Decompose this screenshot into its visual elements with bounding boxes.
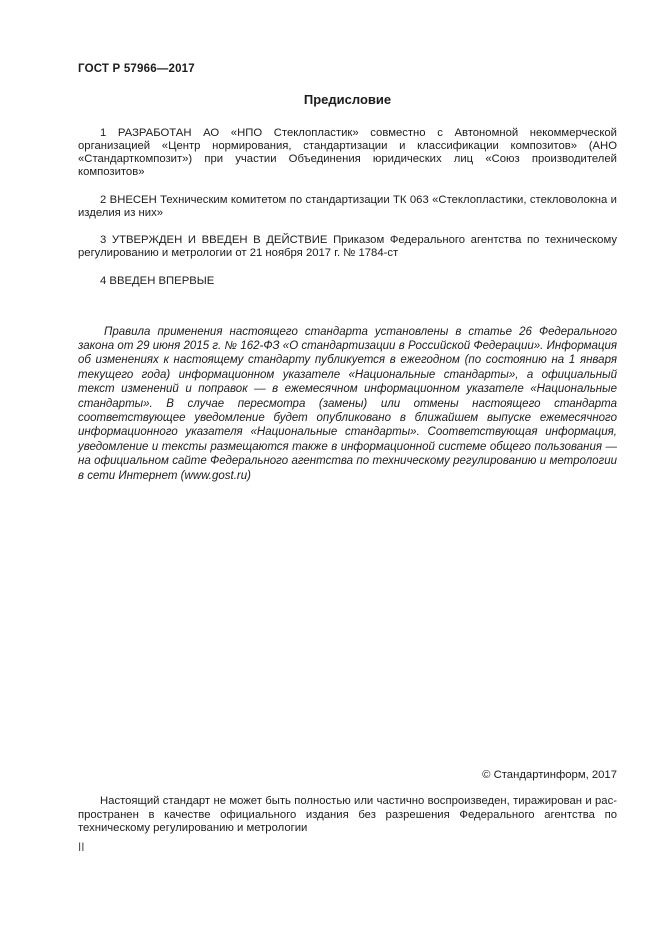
copyright-line: © Стандартинформ, 2017 xyxy=(482,769,617,781)
distribution-note: Настоящий стандарт не может быть полностью или частично воспроизведен, тиражирован и распространен в качестве официального издания без разрешения Федерального агентства по техническому регулированию и метрологии xyxy=(78,795,617,834)
page-number: II xyxy=(78,842,85,854)
foreword-item-4: 4 ВВЕДЕН ВПЕРВЫЕ xyxy=(100,274,215,287)
foreword-item-2: 2 ВНЕСЕН Техническим комитетом по стандартизации ТК 063 «Стеклопластики, стекловолокна и изделия из них» xyxy=(78,193,617,219)
doc-number: ГОСТ Р 57966—2017 xyxy=(78,63,195,75)
foreword-item-3: 3 УТВЕРЖДЕН И ВВЕДЕН В ДЕЙСТВИЕ Приказом Федерального агентства по техническому регулированию и метрологии от 21 ноября 2017 г. № 1784-ст xyxy=(78,234,617,259)
legal-notice: Правила применения настоящего стандарта установлены в статье 26 Федерального закона от 29 июня 2015 г. № 162-ФЗ «О стандартизации в Российской Федерации». Информация об изменениях к настоящему стандарту публикуется в ежегодном (по состоянию на 1 января текущего года) информационном указателе «Национальные стандарты», а официальный текст изменений и поправок — в ежемесячном информационном указателе «Национальные стандарты». В случае пересмотра (замены) или отмены настоящего стандарта соответствующее уведомление будет опубликовано в ближайшем выпуске ежемесячного информационного указателя «Национальные стандарты». Соответствующая информация, уведомление и тексты размещаются также в информационной системе общего пользования — на официальном сайте Федерального агентства по техническому регулированию и метрологии в сети Интернет (www.gost.ru) xyxy=(78,325,617,482)
foreword-item-1: 1 РАЗРАБОТАН АО «НПО Стеклопластик» совместно с Автономной некоммерческой организацией «Центр нормирования, стандартизации и классификации композитов» (АНО «Стандарткомпозит») при участии Объединения юридических лиц «Союз производителей композитов» xyxy=(78,127,617,178)
page-title: Предисловие xyxy=(303,92,392,107)
